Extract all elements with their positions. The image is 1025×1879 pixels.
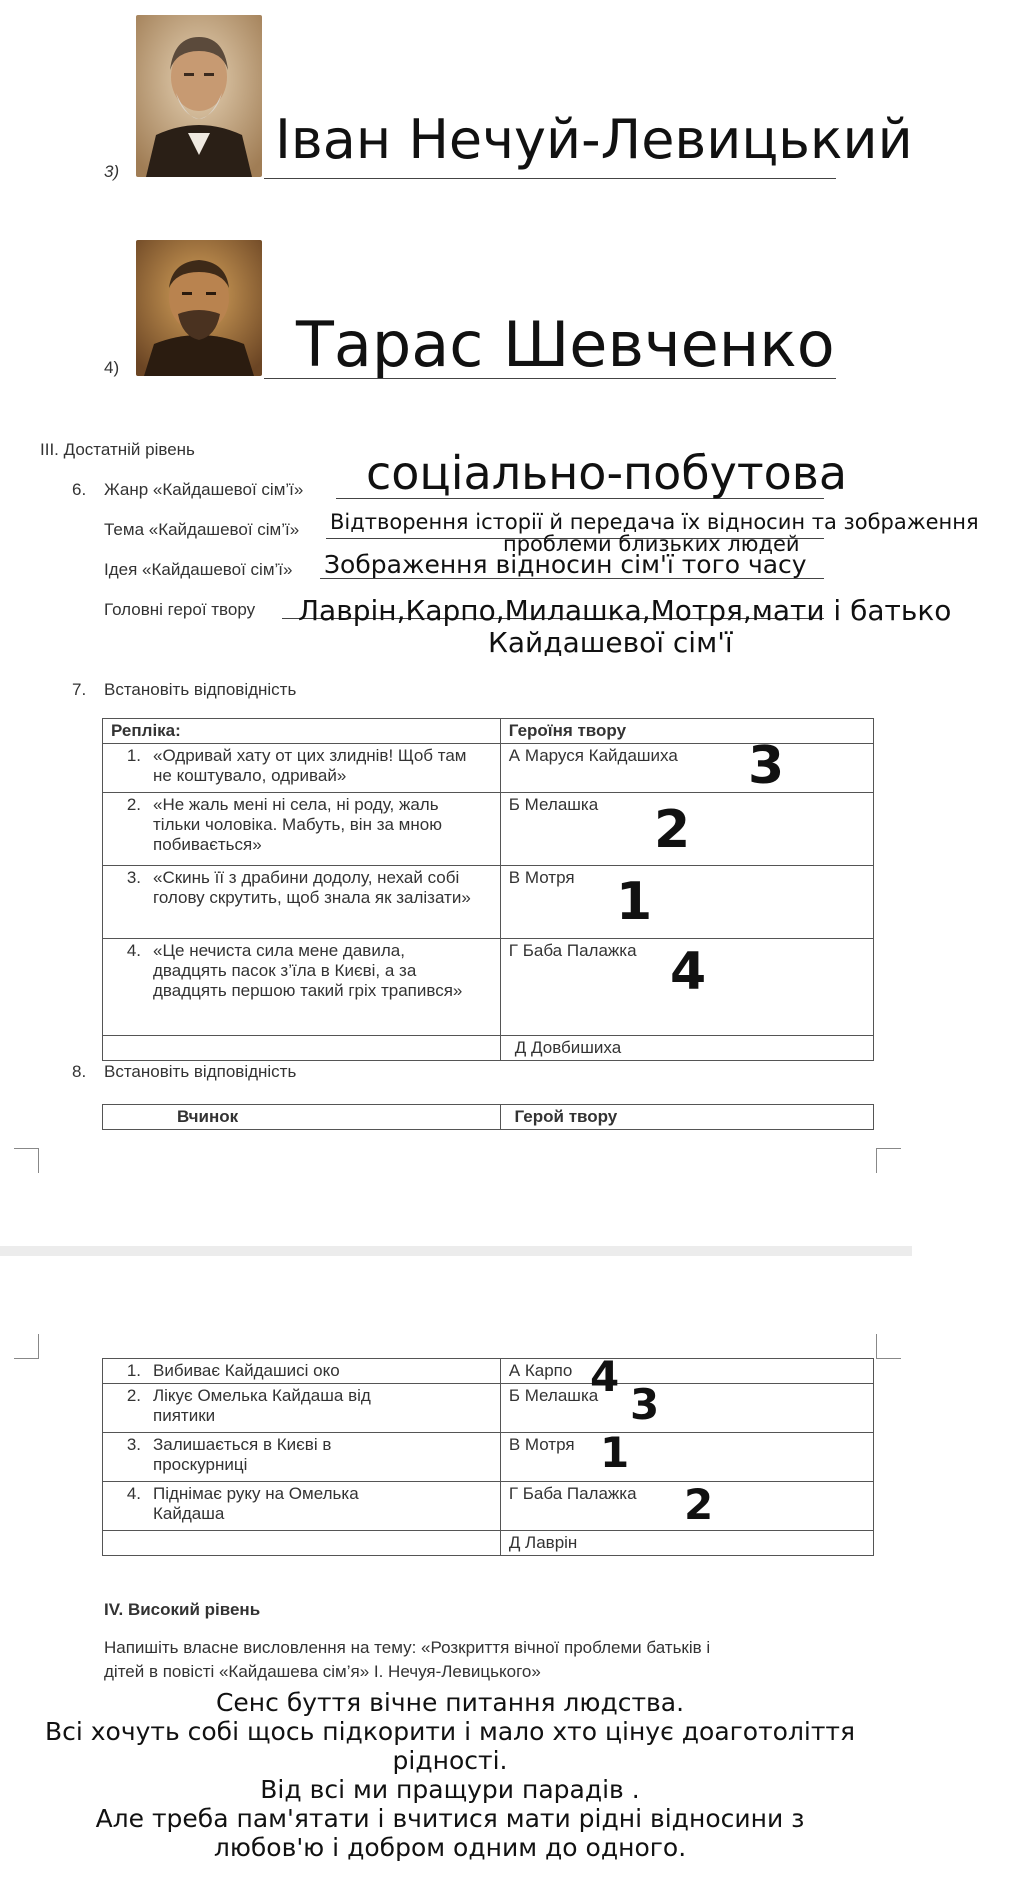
theme-label: Тема «Кайдашевої сім’ї»	[104, 520, 300, 539]
deed-text: Вибиває Кайдашисі око	[153, 1361, 340, 1380]
table-row	[103, 1531, 874, 1556]
row-number: 3.	[126, 868, 141, 887]
table-row	[103, 1384, 874, 1433]
writer-3-label: 3)	[104, 162, 120, 181]
essay-line: Від всі ми пращури парадів .	[260, 1775, 640, 1804]
heroes-answer-line2: Кайдашевої сім'ї	[488, 626, 733, 659]
table-row	[103, 1433, 874, 1482]
handwritten-mark: 1	[600, 1428, 630, 1477]
essay-prompt-line1: Напишіть власне висловлення на тему: «Розкриття вічної проблеми батьків і	[104, 1638, 711, 1657]
handwritten-mark: 3	[630, 1380, 660, 1429]
page-corner-mark	[876, 1334, 901, 1359]
option-text: В Мотря	[500, 866, 873, 939]
row-number: 2.	[126, 795, 141, 814]
handwritten-mark: 1	[616, 872, 653, 932]
option-text: А Маруся Кайдашиха	[500, 744, 873, 793]
writer-4-label: 4)	[104, 358, 120, 377]
genre-label: Жанр «Кайдашевої сім’ї»	[104, 480, 304, 499]
option-text: Г Баба Палажка	[500, 1482, 873, 1531]
reply-text: «Одривай хату от цих злиднів! Щоб там не коштувало, одривай»	[153, 746, 467, 785]
row-number: 1.	[126, 1361, 141, 1380]
q7-title: Встановіть відповідність	[104, 680, 297, 699]
q8-table	[102, 1358, 874, 1556]
handwritten-mark: 4	[670, 942, 707, 1002]
option-text: А Карпо	[500, 1359, 873, 1384]
page-corner-mark	[876, 1148, 901, 1173]
section-3-title: ІІІ. Достатній рівень	[40, 440, 195, 459]
q8-number: 8.	[72, 1062, 87, 1081]
table-row	[103, 866, 874, 939]
option-text: Г Баба Палажка	[500, 939, 873, 1036]
handwritten-mark: 2	[684, 1480, 714, 1529]
heroes-label: Головні герої твору	[104, 600, 256, 619]
reply-text: «Не жаль мені ні села, ні роду, жаль тільки чоловіка. Мабуть, він за мною побивається»	[153, 795, 442, 854]
writer-3-line	[264, 178, 836, 179]
idea-label: Ідея «Кайдашевої сім’ї»	[104, 560, 293, 579]
q8-title: Встановіть відповідність	[104, 1062, 297, 1081]
table-row	[103, 1036, 874, 1061]
q7-number: 7.	[72, 680, 87, 699]
writer-4-name: Тарас Шевченко	[296, 308, 835, 381]
q8-col-deed: Вчинок	[103, 1105, 501, 1130]
writer-3-name: Іван Нечуй-Левицький	[275, 108, 913, 171]
essay-line: Але треба пам'ятати і вчитися мати рідні відносини з	[95, 1804, 805, 1833]
handwritten-mark: 4	[590, 1352, 620, 1401]
reply-text: «Це нечиста сила мене давила, двадцять пасок з’їла в Києві, а за двадцять першою такий гріх трапився»	[153, 941, 463, 1000]
section-4-title: IV. Високий рівень	[104, 1600, 261, 1619]
option-text: Б Мелашка	[500, 1384, 873, 1433]
genre-answer: соціально-побутова	[366, 446, 848, 500]
table-row	[103, 939, 874, 1036]
option-text: Д Довбишиха	[500, 1036, 873, 1061]
page-corner-mark	[14, 1148, 39, 1173]
essay-line: Всі хочуть собі щось підкорити і мало хто цінує доаготоліття	[44, 1717, 856, 1746]
writer-4-line	[264, 378, 836, 379]
handwritten-mark: 3	[748, 736, 785, 796]
row-number: 3.	[126, 1435, 141, 1454]
table-row	[103, 1482, 874, 1531]
reply-text: «Скинь її з драбини додолу, нехай собі голову скрутить, щоб знала як залізати»	[153, 868, 471, 907]
option-text: Д Лаврін	[500, 1531, 873, 1556]
deed-text: Залишається в Києві в проскурниці	[153, 1435, 332, 1474]
q8-header-row	[103, 1105, 874, 1130]
q7-col-reply: Репліка:	[103, 719, 501, 744]
essay-prompt-line2: дітей в повісті «Кайдашева сім’я» І. Нечуя-Левицького»	[104, 1662, 541, 1681]
shevchenko-portrait	[136, 240, 262, 376]
essay-line: Сенс буття вічне питання людства.	[215, 1688, 685, 1717]
essay-line: любов'ю і добром одним до одного.	[213, 1833, 687, 1862]
row-number: 2.	[126, 1386, 141, 1405]
row-number: 1.	[126, 746, 141, 765]
heroes-answer-line1: Лаврін,Карпо,Милашка,Мотря,мати і батько	[298, 594, 952, 627]
page-separator	[0, 1246, 912, 1256]
essay-line: рідності.	[392, 1746, 508, 1775]
q6-number: 6.	[72, 480, 87, 499]
option-text: В Мотря	[500, 1433, 873, 1482]
handwritten-mark: 2	[654, 800, 691, 860]
page-corner-mark	[14, 1334, 39, 1359]
q8-col-hero: Герой твору	[500, 1105, 873, 1130]
table-row	[103, 793, 874, 866]
deed-text: Піднімає руку на Омелька Кайдаша	[153, 1484, 359, 1523]
nechuy-portrait	[136, 15, 262, 177]
row-number: 4.	[126, 1484, 141, 1503]
option-text: Б Мелашка	[500, 793, 873, 866]
theme-answer-line1: Відтворення історії й передача їх відносин та зображення	[330, 510, 979, 534]
table-row	[103, 1359, 874, 1384]
deed-text: Лікує Омелька Кайдаша від пиятики	[153, 1386, 371, 1425]
essay-answer	[0, 1688, 900, 1862]
q8-header-table	[102, 1104, 874, 1130]
theme-answer-line2: проблеми близьких людей	[503, 532, 800, 556]
q7-col-heroine: Героїня твору	[500, 719, 873, 744]
idea-answer: Зображення відносин сім'ї того часу	[324, 550, 807, 579]
row-number: 4.	[126, 941, 141, 960]
